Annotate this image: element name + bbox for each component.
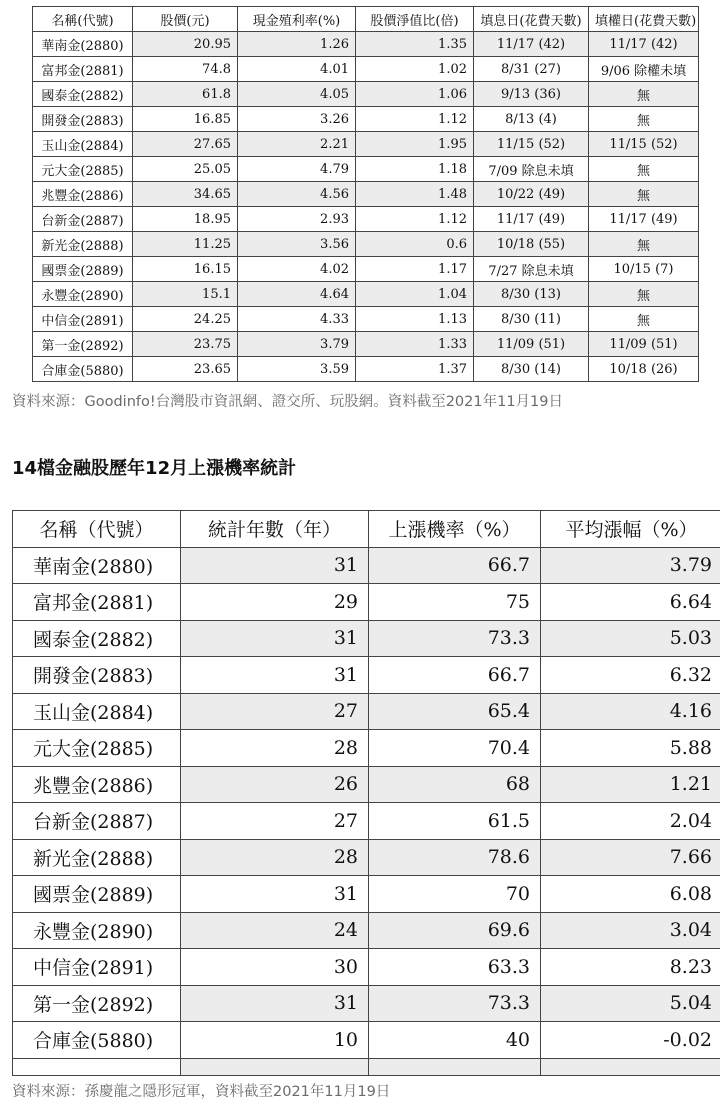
- table-row: [13, 693, 720, 730]
- table-cell: 中信金(2891): [13, 949, 181, 986]
- table-cell: 6.32: [541, 657, 720, 694]
- table-cell: 78.6: [369, 839, 541, 876]
- table-cell: 無: [589, 282, 699, 307]
- table-cell: 1.13: [356, 307, 474, 332]
- table-header-row: [13, 511, 720, 548]
- table-cell: 8/30 (11): [474, 307, 589, 332]
- table-cell: 4.64: [238, 282, 356, 307]
- table-cell: 4.56: [238, 182, 356, 207]
- table-cell: 兆豐金(2886): [33, 182, 133, 207]
- table-cell: 1.37: [356, 357, 474, 382]
- table-cell: 61.5: [369, 803, 541, 840]
- table-cell: 15.1: [133, 282, 238, 307]
- table-cell: 永豐金(2890): [33, 282, 133, 307]
- table-cell: 3.79: [238, 332, 356, 357]
- table-cell: 1.17: [356, 257, 474, 282]
- table-cell: 11.25: [133, 232, 238, 257]
- table-cell: [13, 1058, 181, 1075]
- column-header: 股價淨值比(倍): [356, 7, 474, 32]
- table-row: [33, 332, 699, 357]
- table-cell: 新光金(2888): [13, 839, 181, 876]
- table-cell: 66.7: [369, 657, 541, 694]
- table-cell: 4.05: [238, 82, 356, 107]
- table-row: [33, 307, 699, 332]
- table-cell: 7/09 除息未填: [474, 157, 589, 182]
- table-cell: 富邦金(2881): [13, 584, 181, 621]
- table-cell: 9/06 除權未填: [589, 57, 699, 82]
- table-cell: 華南金(2880): [13, 547, 181, 584]
- table-cell: 69.6: [369, 912, 541, 949]
- table-cell: 富邦金(2881): [33, 57, 133, 82]
- table-cell: [369, 1058, 541, 1075]
- table-cell: 3.04: [541, 912, 720, 949]
- table-cell: 10: [181, 1022, 369, 1059]
- table-cell: 28: [181, 730, 369, 767]
- table-cell: 11/17 (42): [589, 32, 699, 57]
- table-cell: 11/09 (51): [474, 332, 589, 357]
- table-cell: 31: [181, 620, 369, 657]
- table-cell: 國票金(2889): [33, 257, 133, 282]
- table-cell: 24.25: [133, 307, 238, 332]
- table-row: [33, 32, 699, 57]
- column-header: 統計年數（年）: [181, 511, 369, 548]
- table-cell: 3.56: [238, 232, 356, 257]
- table-cell: 9/13 (36): [474, 82, 589, 107]
- table-cell: 31: [181, 985, 369, 1022]
- table-cell: 2.04: [541, 803, 720, 840]
- column-header: 填息日(花費天數): [474, 7, 589, 32]
- table-cell: 18.95: [133, 207, 238, 232]
- table-cell: 10/18 (55): [474, 232, 589, 257]
- table-cell: -0.02: [541, 1022, 720, 1059]
- source-note: 資料來源：孫慶龍之隱形冠軍，資料截至2021年11月19日: [12, 1084, 391, 1100]
- table-cell: 兆豐金(2886): [13, 766, 181, 803]
- table-cell: 玉山金(2884): [13, 693, 181, 730]
- column-header: 填權日(花費天數): [589, 7, 699, 32]
- table-cell: 40: [369, 1022, 541, 1059]
- table-cell: 3.26: [238, 107, 356, 132]
- source-note: 資料來源：Goodinfo!台灣股市資訊網、證交所、玩股網。資料截至2021年11月19日: [12, 394, 563, 410]
- table-cell: 11/17 (42): [474, 32, 589, 57]
- table-cell: 1.12: [356, 207, 474, 232]
- table-cell: 無: [589, 157, 699, 182]
- table-cell: [541, 1058, 720, 1075]
- table-cell: 無: [589, 182, 699, 207]
- table-cell: 8/13 (4): [474, 107, 589, 132]
- december-rise-table: [12, 510, 720, 1076]
- table-cell: 開發金(2883): [13, 657, 181, 694]
- table-cell: 20.95: [133, 32, 238, 57]
- table-cell: 4.02: [238, 257, 356, 282]
- table-row: [13, 985, 720, 1022]
- table-cell: 台新金(2887): [33, 207, 133, 232]
- table-cell: 65.4: [369, 693, 541, 730]
- table-cell: 27: [181, 803, 369, 840]
- table-cell: 29: [181, 584, 369, 621]
- table-cell: 70: [369, 876, 541, 913]
- table-cell: 無: [589, 107, 699, 132]
- table-cell: 11/15 (52): [589, 132, 699, 157]
- table-cell: 永豐金(2890): [13, 912, 181, 949]
- table-cell: 8/31 (27): [474, 57, 589, 82]
- table-cell: 華南金(2880): [33, 32, 133, 57]
- table-cell: 無: [589, 307, 699, 332]
- table-row: [13, 620, 720, 657]
- table-cell: 合庫金(5880): [13, 1022, 181, 1059]
- table-row: [13, 803, 720, 840]
- table-cell: 無: [589, 82, 699, 107]
- table-cell: 34.65: [133, 182, 238, 207]
- column-header: 股價(元): [133, 7, 238, 32]
- table-cell: 68: [369, 766, 541, 803]
- table-cell: 國泰金(2882): [13, 620, 181, 657]
- table-cell: 國票金(2889): [13, 876, 181, 913]
- column-header: 現金殖利率(%): [238, 7, 356, 32]
- table-cell: 8.23: [541, 949, 720, 986]
- table-cell: [181, 1058, 369, 1075]
- table-row: [13, 657, 720, 694]
- table-cell: 1.26: [238, 32, 356, 57]
- table-cell: 73.3: [369, 985, 541, 1022]
- table-cell: 開發金(2883): [33, 107, 133, 132]
- table-cell: 11/15 (52): [474, 132, 589, 157]
- table-cell: 74.8: [133, 57, 238, 82]
- table-cell: 無: [589, 232, 699, 257]
- column-header: 上漲機率（%）: [369, 511, 541, 548]
- table-row: [13, 949, 720, 986]
- table-cell: 4.16: [541, 693, 720, 730]
- table-cell: 30: [181, 949, 369, 986]
- table-cell: 1.06: [356, 82, 474, 107]
- table-row: [33, 157, 699, 182]
- table-cell: 8/30 (13): [474, 282, 589, 307]
- table-cell: 1.18: [356, 157, 474, 182]
- table-row: [33, 257, 699, 282]
- table-cell: 23.65: [133, 357, 238, 382]
- table-cell: 國泰金(2882): [33, 82, 133, 107]
- table-cell: 第一金(2892): [33, 332, 133, 357]
- table-cell: 70.4: [369, 730, 541, 767]
- table-row: [33, 57, 699, 82]
- table-cell: 28: [181, 839, 369, 876]
- table-cell: 31: [181, 547, 369, 584]
- table-cell: 11/09 (51): [589, 332, 699, 357]
- column-header: 名稱（代號）: [13, 511, 181, 548]
- table-row: [13, 876, 720, 913]
- table-cell: 1.12: [356, 107, 474, 132]
- table-filler-row: [13, 1058, 720, 1075]
- table-cell: 1.04: [356, 282, 474, 307]
- table-cell: 1.33: [356, 332, 474, 357]
- table-cell: 27: [181, 693, 369, 730]
- table-cell: 10/18 (26): [589, 357, 699, 382]
- table-cell: 8/30 (14): [474, 357, 589, 382]
- table-cell: 第一金(2892): [13, 985, 181, 1022]
- table-cell: 11/17 (49): [474, 207, 589, 232]
- section-heading: 14檔金融股歷年12月上漲機率統計: [12, 458, 297, 479]
- table-cell: 10/15 (7): [589, 257, 699, 282]
- table-row: [13, 547, 720, 584]
- table-cell: 3.59: [238, 357, 356, 382]
- table-cell: 元大金(2885): [33, 157, 133, 182]
- table-cell: 16.85: [133, 107, 238, 132]
- table-cell: 75: [369, 584, 541, 621]
- table-row: [13, 912, 720, 949]
- table-cell: 6.08: [541, 876, 720, 913]
- table-cell: 3.79: [541, 547, 720, 584]
- table-cell: 7.66: [541, 839, 720, 876]
- table-cell: 5.88: [541, 730, 720, 767]
- table-cell: 61.8: [133, 82, 238, 107]
- table-row: [33, 182, 699, 207]
- table-cell: 元大金(2885): [13, 730, 181, 767]
- table-cell: 31: [181, 876, 369, 913]
- table-cell: 中信金(2891): [33, 307, 133, 332]
- table-cell: 27.65: [133, 132, 238, 157]
- table-cell: 新光金(2888): [33, 232, 133, 257]
- table-row: [13, 766, 720, 803]
- dividend-table: [32, 6, 699, 382]
- table-cell: 1.35: [356, 32, 474, 57]
- table-row: [33, 82, 699, 107]
- table-cell: 7/27 除息未填: [474, 257, 589, 282]
- table-cell: 2.21: [238, 132, 356, 157]
- table-cell: 11/17 (49): [589, 207, 699, 232]
- table-cell: 26: [181, 766, 369, 803]
- table-cell: 73.3: [369, 620, 541, 657]
- table-cell: 1.95: [356, 132, 474, 157]
- table-cell: 4.33: [238, 307, 356, 332]
- table-cell: 1.02: [356, 57, 474, 82]
- table-cell: 1.48: [356, 182, 474, 207]
- table-row: [33, 282, 699, 307]
- table-row: [33, 132, 699, 157]
- table-cell: 16.15: [133, 257, 238, 282]
- table-cell: 23.75: [133, 332, 238, 357]
- table-cell: 31: [181, 657, 369, 694]
- table-row: [33, 232, 699, 257]
- table-cell: 66.7: [369, 547, 541, 584]
- table-cell: 10/22 (49): [474, 182, 589, 207]
- table-header-row: [33, 7, 699, 32]
- table-cell: 4.01: [238, 57, 356, 82]
- table-cell: 63.3: [369, 949, 541, 986]
- table-row: [33, 357, 699, 382]
- table-row: [33, 107, 699, 132]
- table-cell: 台新金(2887): [13, 803, 181, 840]
- table-row: [13, 584, 720, 621]
- table-row: [13, 1022, 720, 1059]
- table-cell: 25.05: [133, 157, 238, 182]
- table-cell: 合庫金(5880): [33, 357, 133, 382]
- table-cell: 4.79: [238, 157, 356, 182]
- table-row: [33, 207, 699, 232]
- table-cell: 2.93: [238, 207, 356, 232]
- table-cell: 6.64: [541, 584, 720, 621]
- table-cell: 1.21: [541, 766, 720, 803]
- table-cell: 24: [181, 912, 369, 949]
- table-cell: 玉山金(2884): [33, 132, 133, 157]
- column-header: 名稱(代號): [33, 7, 133, 32]
- table-row: [13, 730, 720, 767]
- table-cell: 5.04: [541, 985, 720, 1022]
- column-header: 平均漲幅（%）: [541, 511, 720, 548]
- table-row: [13, 839, 720, 876]
- table-cell: 0.6: [356, 232, 474, 257]
- table-cell: 5.03: [541, 620, 720, 657]
